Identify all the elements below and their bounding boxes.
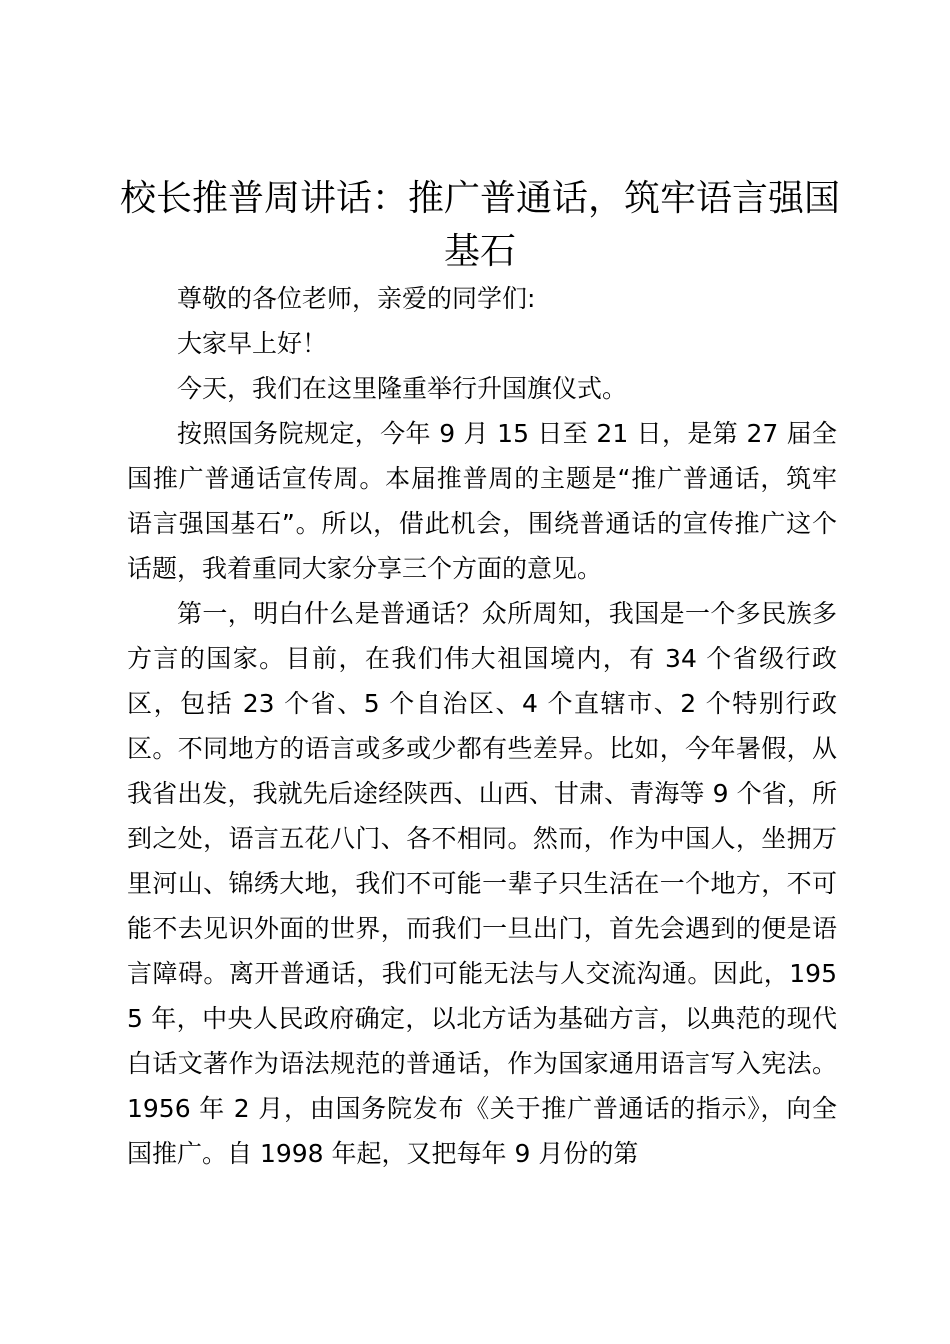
greeting-paragraph: 大家早上好！ xyxy=(177,329,328,358)
salutation-paragraph: 尊敬的各位老师，亲爱的同学们: xyxy=(177,284,536,313)
document-body xyxy=(127,276,837,1176)
body-paragraph: 第一，明白什么是普通话？众所周知，我国是一个多民族多方言的国家。目前，在我们伟大祖国境内，有 34 个省级行政区，包括 23 个省、5 个自治区、4 个直辖市、2 个特别行政区。不同地方的语言或多或少都有些差异。比如，今年暑假，从我省出发，我就先后途经陕西、山西、甘肃、青海等 9 个省，所到之处，语言五花八门、各不相同。然而，作为中国人，坐拥万里河山、锦绣大地，我们不可能一辈子只生活在一个地方，不可能不去见识外面的世界，而我们一旦出门，首先会遇到的便是语言障碍。离开普通话，我们可能无法与人交流沟通。因此，1955 年，中央人民政府确定，以北方话为基础方言，以典范的现代白话文著作为语法规范的普通话，作为国家通用语言写入宪法。1956 年 2 月，由国务院发布《关于推广普通话的指示》，向全国推广。自 1998 年起，又把每年 9 月份的第 xyxy=(127,599,837,1168)
document-title: 校长推普周讲话：推广普通话，筑牢语言强国基石 xyxy=(119,178,840,272)
intro-paragraph: 今天，我们在这里隆重举行升国旗仪式。 xyxy=(177,374,628,403)
body-paragraph: 按照国务院规定，今年 9 月 15 日至 21 日，是第 27 届全国推广普通话宣传周。本届推普周的主题是“推广普通话，筑牢语言强国基石”。所以，借此机会，围绕普通话的宣传推广这个话题，我着重同大家分享三个方面的意见。 xyxy=(127,419,837,583)
